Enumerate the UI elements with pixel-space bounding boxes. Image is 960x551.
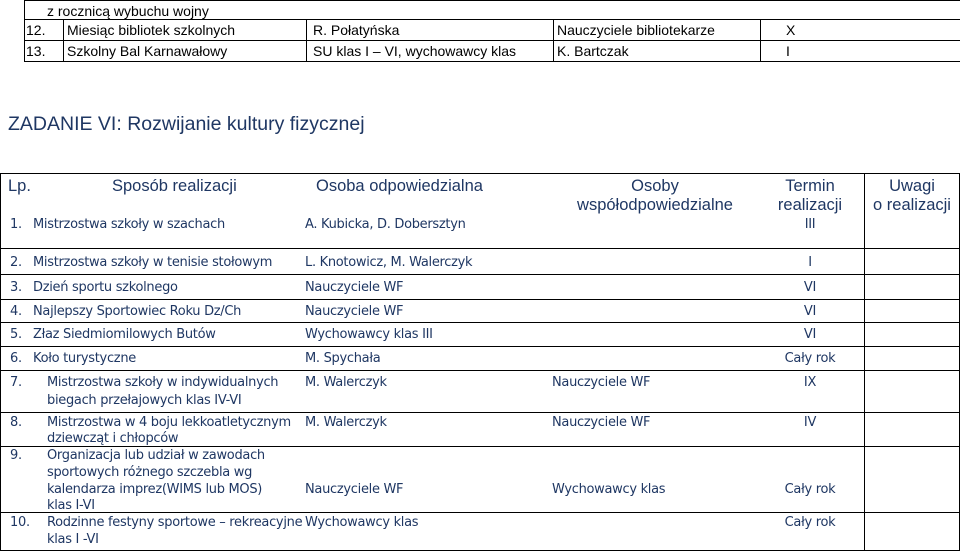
row-name-line: Organizacja lub udział w zawodach: [47, 448, 265, 463]
top-row-term: I: [786, 43, 790, 59]
row-term: I: [808, 255, 812, 270]
row-responsible: Nauczyciele WF: [305, 304, 404, 319]
top-row-lp: 12.: [26, 22, 46, 38]
section-title: ZADANIE VI: Rozwijanie kultury fizycznej: [8, 113, 365, 135]
top-row-co-responsible: K. Bartczak: [557, 43, 629, 59]
header-notes-line1: Uwagi: [889, 177, 935, 195]
row-responsible: Wychowawcy klas: [305, 515, 419, 530]
continuation-text: z rocznicą wybuchu wojny: [47, 3, 209, 19]
row-name: Mistrzostwa szkoły w tenisie stołowym: [33, 255, 273, 270]
row-name: Złaz Siedmiomilowych Butów: [33, 327, 216, 342]
row-lp: 7.: [10, 375, 22, 390]
top-row-lp: 13.: [26, 43, 46, 59]
header-term-line1: Termin: [785, 177, 835, 195]
header-responsible: Osoba odpowiedzialna: [316, 177, 483, 195]
row-name: Dzień sportu szkolnego: [33, 280, 178, 295]
row-co-responsible: Wychowawcy klas: [552, 482, 666, 497]
row-term: IV: [803, 415, 817, 430]
top-row-name: Szkolny Bal Karnawałowy: [67, 43, 228, 59]
row-name-line: sportowych różnego szczebla wg: [47, 465, 253, 480]
header-notes-line2: o realizacji: [873, 196, 951, 214]
row-name: Najlepszy Sportowiec Roku Dz/Ch: [33, 304, 242, 319]
row-term: VI: [803, 280, 817, 295]
row-responsible: Nauczyciele WF: [305, 482, 404, 497]
row-responsible: Nauczyciele WF: [305, 280, 404, 295]
row-name-line: Rodzinne festyny sportowe – rekreacyjne: [47, 515, 303, 530]
row-name: Koło turystyczne: [33, 351, 136, 366]
row-lp: 8.: [10, 415, 22, 430]
row-name-line: biegach przełajowych klas IV-VI: [47, 393, 242, 408]
row-responsible: M. Walerczyk: [305, 415, 387, 430]
row-name-line: dziewcząt i chłopców: [47, 431, 179, 446]
header-term-line2: realizacji: [777, 196, 843, 214]
top-row-co-responsible: Nauczyciele bibliotekarze: [557, 22, 715, 38]
row-term: IX: [803, 375, 817, 390]
row-lp: 4.: [10, 304, 22, 319]
row-name-line: klas I-VI: [47, 498, 95, 513]
row-lp: 2.: [10, 255, 22, 270]
header-lp: Lp.: [8, 177, 31, 195]
top-row-term: X: [786, 22, 796, 38]
row-responsible: Wychowawcy klas III: [305, 327, 433, 342]
row-term: Cały rok: [784, 515, 836, 530]
row-term: Cały rok: [784, 482, 836, 497]
row-responsible: M. Walerczyk: [305, 375, 387, 390]
row-co-responsible: Nauczyciele WF: [552, 375, 651, 390]
row-lp: 9.: [10, 448, 22, 463]
top-row-responsible: R. Połatyńska: [313, 22, 400, 38]
header-co-line1: Osoby: [631, 177, 679, 195]
row-term: VI: [803, 304, 817, 319]
row-name-line: klas I -VI: [47, 532, 99, 547]
row-lp: 3.: [10, 280, 22, 295]
header-method: Sposób realizacji: [112, 177, 237, 195]
top-row-name: Miesiąc bibliotek szkolnych: [67, 22, 236, 38]
row-responsible: A. Kubicka, D. Dobersztyn: [305, 217, 466, 232]
row-responsible: M. Spychała: [305, 351, 381, 366]
header-co-line2: współodpowiedzialne: [577, 196, 733, 214]
row-term: III: [804, 217, 816, 232]
row-co-responsible: Nauczyciele WF: [552, 415, 651, 430]
top-row-responsible: SU klas I – VI, wychowawcy klas: [313, 43, 517, 59]
row-term: VI: [803, 327, 817, 342]
row-name-line: Mistrzostwa w 4 boju lekkoatletycznym: [47, 415, 291, 430]
row-lp: 6.: [10, 351, 22, 366]
row-responsible: L. Knotowicz, M. Walerczyk: [305, 255, 473, 270]
row-name-line: Mistrzostwa szkoły w indywidualnych: [47, 375, 279, 390]
row-name-line: kalendarza imprez(WIMS lub MOS): [47, 482, 263, 497]
row-lp: 5.: [10, 327, 22, 342]
row-lp: 1.: [10, 217, 22, 232]
row-name: Mistrzostwa szkoły w szachach: [33, 217, 225, 232]
row-term: Cały rok: [784, 351, 836, 366]
row-lp: 10.: [10, 515, 30, 530]
